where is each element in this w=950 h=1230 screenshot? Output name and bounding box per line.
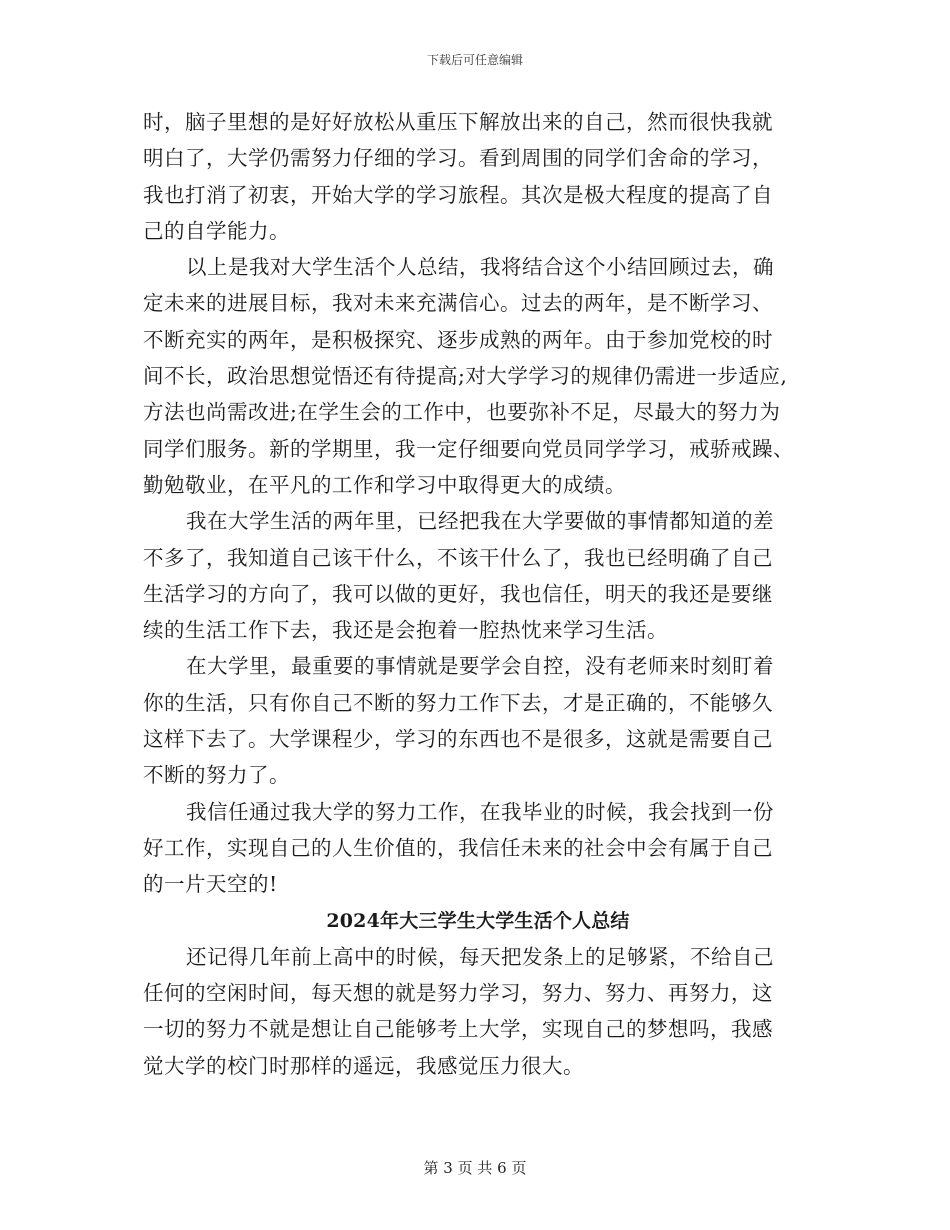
text-line: 不多了，我知道自己该干什么，不该干什么了，我也已经明确了自己	[143, 545, 773, 570]
text-line: 还记得几年前上高中的时候，每天把发条上的足够紧，不给自己	[186, 944, 774, 969]
text-line: 同学们服务。新的学期里，我一定仔细要向党员同学学习，戒骄戒躁、	[143, 436, 794, 461]
text-line: 续的生活工作下去，我还是会抱着一腔热忱来学习生活。	[143, 618, 668, 643]
text-line: 时，脑子里想的是好好放松从重压下解放出来的自己，然而很快我就	[143, 110, 773, 134]
text-line: 生活学习的方向了，我可以做的更好，我也信任，明天的我还是要继	[143, 581, 773, 606]
text-line: 好工作，实现自己的人生价值的，我信任未来的社会中会有属于自己	[143, 835, 773, 860]
body-text-block-2	[143, 939, 813, 1084]
text-line: 我在大学生活的两年里，已经把我在大学要做的事情都知道的差	[186, 509, 774, 534]
text-line: 勤勉敬业，在平凡的工作和学习中取得更大的成绩。	[143, 472, 626, 497]
text-line: 你的生活，只有你自己不断的努力工作下去，才是正确的，不能够久	[143, 690, 773, 715]
text-line: 一切的努力不就是想让自己能够考上大学，实现自己的梦想吗，我感	[143, 1017, 773, 1042]
text-line: 任何的空闲时间，每天想的就是努力学习，努力、努力、再努力，这	[143, 981, 773, 1006]
text-line: 的一片天空的!	[143, 872, 278, 897]
text-line: 不断充实的两年，是积极探究、逐步成熟的两年。由于参加党校的时	[143, 327, 773, 352]
text-line: 这样下去了。大学课程少，学习的东西也不是很多，这就是需要自己	[143, 727, 773, 752]
page-header: 下载后可任意编辑	[426, 53, 523, 67]
text-line: 间不长，政治思想觉悟还有待提高;对大学学习的规律仍需进一步适应,	[143, 364, 788, 389]
page-footer: 第 3 页 共 6 页	[423, 1159, 527, 1177]
text-line: 方法也尚需改进;在学生会的工作中，也要弥补不足，尽最大的努力为	[143, 400, 781, 425]
text-line: 在大学里，最重要的事情就是要学会自控，没有老师来时刻盯着	[186, 654, 774, 679]
text-line: 我信任通过我大学的努力工作，在我毕业的时候，我会找到一份	[186, 799, 774, 824]
document-body	[143, 104, 813, 1084]
text-line: 己的自学能力。	[143, 218, 290, 243]
text-line: 明白了，大学仍需努力仔细的学习。看到周围的同学们舍命的学习，	[143, 146, 773, 171]
text-line: 不断的努力了。	[143, 763, 290, 788]
body-text-block	[143, 104, 813, 903]
text-line: 我也打消了初衷，开始大学的学习旅程。其次是极大程度的提高了自	[143, 182, 773, 207]
text-line: 觉大学的校门时那样的遥远，我感觉压力很大。	[143, 1053, 584, 1078]
text-line: 定未来的进展目标，我对未来充满信心。过去的两年，是不断学习、	[143, 291, 773, 316]
text-line: 以上是我对大学生活个人总结，我将结合这个小结回顾过去，确	[186, 255, 774, 280]
section-title: 2024年大三学生大学生活个人总结	[326, 909, 630, 932]
